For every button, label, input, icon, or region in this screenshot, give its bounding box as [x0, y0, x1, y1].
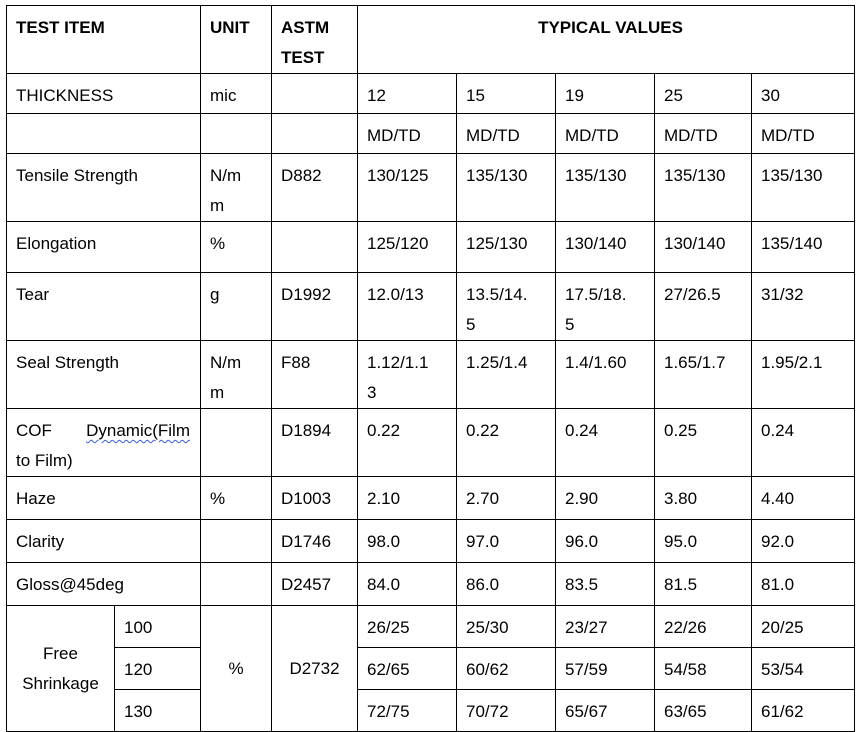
value-cell: 17.5/18. 5: [556, 273, 655, 341]
shrinkage-astm: D2732: [272, 606, 358, 732]
shrinkage-temp: 120: [115, 648, 201, 690]
value-cell: 26/25: [358, 606, 457, 648]
row-astm: D2457: [272, 563, 358, 606]
row-unit: %: [201, 477, 272, 520]
value-cell: 135/130: [655, 154, 752, 222]
header-row: [7, 6, 855, 74]
haze-row: [7, 477, 855, 520]
value-cell: 60/62: [457, 648, 556, 690]
value-cell: 135/140: [752, 222, 855, 273]
shrinkage-row-100: [7, 606, 855, 648]
value-cell: 84.0: [358, 563, 457, 606]
value-cell: 1.25/1.4: [457, 341, 556, 409]
value-cell: 1.4/1.60: [556, 341, 655, 409]
row-unit: N/m m: [201, 154, 272, 222]
value-cell: 0.22: [358, 409, 457, 477]
value-cell: 61/62: [752, 690, 855, 732]
row-unit: [201, 520, 272, 563]
row-unit: N/m m: [201, 341, 272, 409]
typical-values-table: [6, 5, 855, 732]
value-cell: 97.0: [457, 520, 556, 563]
value-cell: 81.0: [752, 563, 855, 606]
value-cell: 125/130: [457, 222, 556, 273]
row-label: Clarity: [7, 520, 201, 563]
shrinkage-unit: %: [201, 606, 272, 732]
value-cell: 1.12/1.1 3: [358, 341, 457, 409]
value-cell: 135/130: [457, 154, 556, 222]
value-cell: MD/TD: [358, 114, 457, 154]
shrinkage-label: Free Shrinkage: [7, 606, 115, 732]
value-cell: 27/26.5: [655, 273, 752, 341]
row-label: Seal Strength: [7, 341, 201, 409]
value-cell: 92.0: [752, 520, 855, 563]
value-cell: 53/54: [752, 648, 855, 690]
value-cell: MD/TD: [752, 114, 855, 154]
value-cell: 86.0: [457, 563, 556, 606]
value-cell: 135/130: [752, 154, 855, 222]
value-cell: 22/26: [655, 606, 752, 648]
shrinkage-row-130: [7, 690, 855, 732]
row-label: Haze: [7, 477, 201, 520]
row-label: Gloss@45deg: [7, 563, 201, 606]
value-cell: 0.22: [457, 409, 556, 477]
value-cell: 98.0: [358, 520, 457, 563]
value-cell: 130/125: [358, 154, 457, 222]
value-cell: 0.25: [655, 409, 752, 477]
row-unit: [201, 114, 272, 154]
row-astm: [272, 222, 358, 273]
row-label: THICKNESS: [7, 74, 201, 114]
row-astm: D1894: [272, 409, 358, 477]
value-cell: 70/72: [457, 690, 556, 732]
header-unit: UNIT: [201, 6, 272, 74]
shrinkage-temp: 130: [115, 690, 201, 732]
value-cell: 1.95/2.1: [752, 341, 855, 409]
value-cell: 23/27: [556, 606, 655, 648]
value-cell: 12: [358, 74, 457, 114]
row-unit: g: [201, 273, 272, 341]
value-cell: 30: [752, 74, 855, 114]
spellcheck-underline: Dynamic(Film: [86, 421, 190, 440]
row-label: Tear: [7, 273, 201, 341]
value-cell: 72/75: [358, 690, 457, 732]
row-astm: D1992: [272, 273, 358, 341]
row-unit: [201, 409, 272, 477]
value-cell: MD/TD: [655, 114, 752, 154]
value-cell: 2.10: [358, 477, 457, 520]
clarity-row: [7, 520, 855, 563]
value-cell: 0.24: [752, 409, 855, 477]
value-cell: 81.5: [655, 563, 752, 606]
value-cell: 96.0: [556, 520, 655, 563]
gloss-row: [7, 563, 855, 606]
row-label: [7, 114, 201, 154]
row-astm: D1003: [272, 477, 358, 520]
row-unit: mic: [201, 74, 272, 114]
value-cell: 25/30: [457, 606, 556, 648]
row-label: COF Dynamic(Film to Film): [7, 409, 201, 477]
value-cell: 54/58: [655, 648, 752, 690]
elongation-row: [7, 222, 855, 273]
value-cell: 130/140: [556, 222, 655, 273]
shrinkage-temp: 100: [115, 606, 201, 648]
value-cell: 12.0/13: [358, 273, 457, 341]
value-cell: 65/67: [556, 690, 655, 732]
row-astm: F88: [272, 341, 358, 409]
value-cell: 31/32: [752, 273, 855, 341]
shrinkage-row-120: [7, 648, 855, 690]
value-cell: 57/59: [556, 648, 655, 690]
value-cell: 3.80: [655, 477, 752, 520]
tensile-strength-row: [7, 154, 855, 222]
row-label: Tensile Strength: [7, 154, 201, 222]
header-astm-test: ASTM TEST: [272, 6, 358, 74]
thickness-row: [7, 74, 855, 114]
value-cell: 25: [655, 74, 752, 114]
value-cell: 15: [457, 74, 556, 114]
row-label: Elongation: [7, 222, 201, 273]
cof-row: [7, 409, 855, 477]
tear-row: [7, 273, 855, 341]
header-test-item: TEST ITEM: [7, 6, 201, 74]
seal-strength-row: [7, 341, 855, 409]
value-cell: 4.40: [752, 477, 855, 520]
value-cell: 19: [556, 74, 655, 114]
value-cell: 2.70: [457, 477, 556, 520]
row-unit: %: [201, 222, 272, 273]
value-cell: 1.65/1.7: [655, 341, 752, 409]
direction-row: [7, 114, 855, 154]
header-typical-values: TYPICAL VALUES: [358, 6, 855, 74]
value-cell: MD/TD: [556, 114, 655, 154]
value-cell: 0.24: [556, 409, 655, 477]
value-cell: 95.0: [655, 520, 752, 563]
row-astm: D1746: [272, 520, 358, 563]
value-cell: 130/140: [655, 222, 752, 273]
row-astm: [272, 114, 358, 154]
value-cell: MD/TD: [457, 114, 556, 154]
row-astm: [272, 74, 358, 114]
value-cell: 20/25: [752, 606, 855, 648]
value-cell: 125/120: [358, 222, 457, 273]
value-cell: 83.5: [556, 563, 655, 606]
row-astm: D882: [272, 154, 358, 222]
value-cell: 2.90: [556, 477, 655, 520]
value-cell: 63/65: [655, 690, 752, 732]
value-cell: 13.5/14. 5: [457, 273, 556, 341]
row-unit: [201, 563, 272, 606]
value-cell: 62/65: [358, 648, 457, 690]
value-cell: 135/130: [556, 154, 655, 222]
